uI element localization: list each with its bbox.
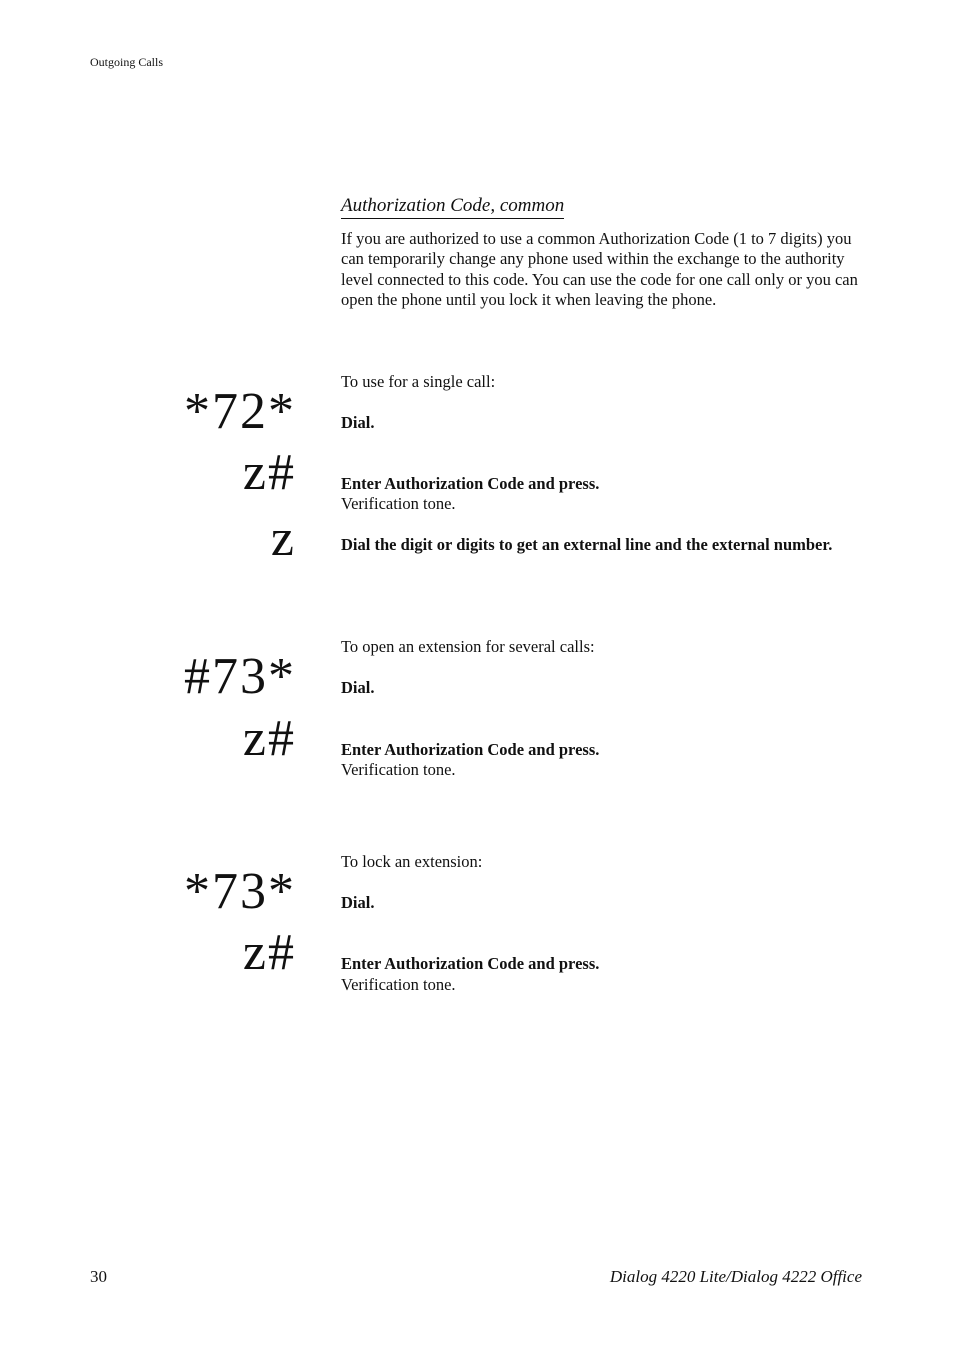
open-extension-code-label: Enter Authorization Code and press. [341,740,600,759]
open-extension-heading: To open an extension for several calls: [341,637,595,656]
footer-product-title: Dialog 4220 Lite/Dialog 4222 Office [609,1267,862,1286]
open-extension-code-key: z# [242,710,296,767]
dial-code-72: *72* [184,383,296,440]
open-extension-dial-label: Dial. [341,678,375,697]
running-header: Outgoing Calls [90,55,164,69]
single-call-heading: To use for a single call: [341,372,496,391]
section-title: Authorization Code, common [341,194,564,219]
dial-code-73-lock: *73* [184,863,296,920]
open-extension-code-note: Verification tone. [341,760,456,779]
number-key: z [270,510,296,567]
intro-paragraph: If you are authorized to use a common Authorization Code (1 to 7 digits) you can temporarily change any phone used within the exchange to the authority level connected to this code. You can use the code for one call only or you can open the phone until you lock it when leaving the phone. [341,229,858,310]
page-number: 30 [90,1267,107,1286]
lock-extension-code-label: Enter Authorization Code and press. [341,954,600,973]
single-call-dial-label: Dial. [341,413,375,432]
lock-extension-dial-label: Dial. [341,893,375,912]
dial-code-73-open: #73* [184,648,296,705]
lock-extension-code-note: Verification tone. [341,975,456,994]
single-call-code-label: Enter Authorization Code and press. [341,474,600,493]
single-call-code-note: Verification tone. [341,494,456,513]
single-call-number-label: Dial the digit or digits to get an external line and the external number. [341,535,833,554]
lock-extension-code-key: z# [242,924,296,981]
auth-code-key: z# [242,444,296,501]
lock-extension-heading: To lock an extension: [341,852,483,871]
